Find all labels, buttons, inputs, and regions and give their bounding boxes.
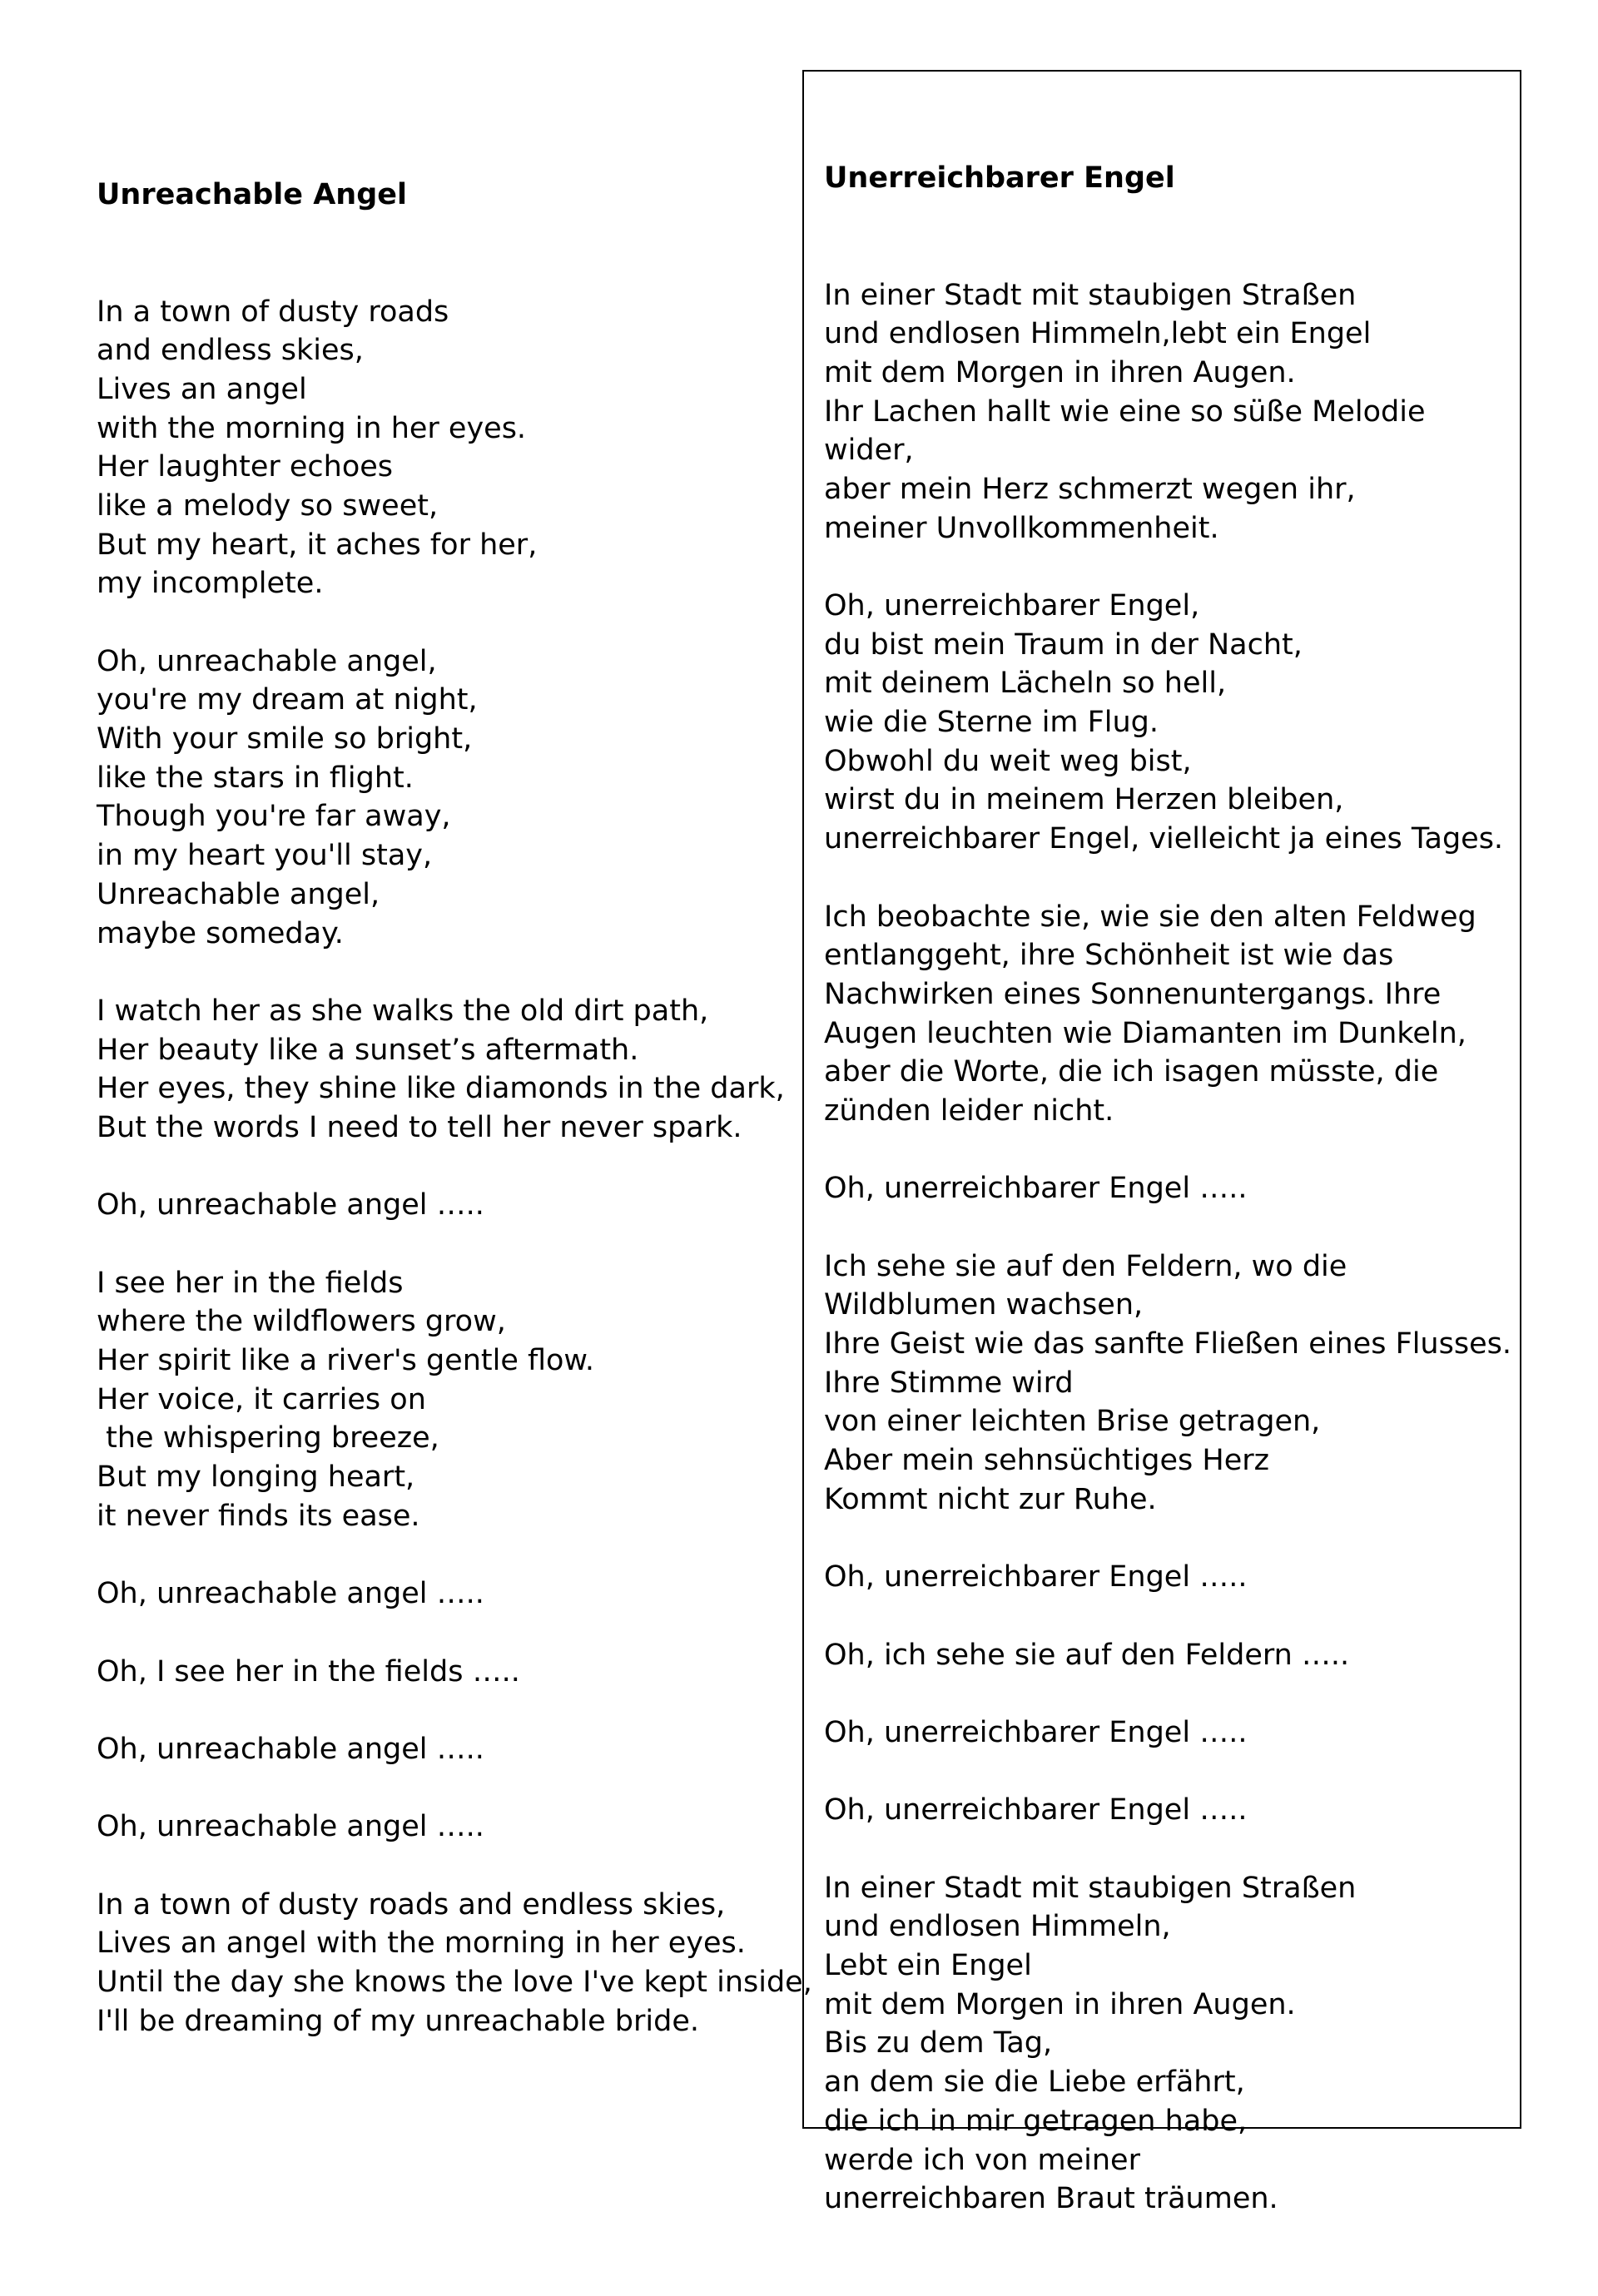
german-lyrics	[824, 82, 1523, 2296]
lyric-line: Though you're far away,	[97, 800, 451, 834]
blank-line	[824, 1597, 1523, 1636]
lyric-line: I see her in the fields	[97, 1266, 404, 1300]
lyric-line: und endlosen Himmeln,lebt ein Engel	[824, 317, 1372, 351]
lyric-line: But my heart, it aches for her,	[97, 528, 538, 562]
lyric-line: werde ich von meiner	[824, 2143, 1140, 2177]
blank-line	[97, 1614, 796, 1653]
lyric-line: it never finds its ease.	[97, 1499, 420, 1533]
lyric-line: in my heart you'll stay,	[97, 839, 433, 873]
lyric-line: Lebt ein Engel	[824, 1949, 1032, 1983]
lyric-line: meiner Unvollkommenheit.	[824, 511, 1219, 545]
lyric-line: where the wildflowers grow,	[97, 1305, 506, 1339]
lyric-line: Oh, ich sehe sie auf den Feldern …..	[824, 1638, 1350, 1672]
lyric-line: I watch her as she walks the old dirt path,	[97, 994, 709, 1028]
lyric-line: Oh, unreachable angel …..	[97, 1732, 484, 1766]
lyric-line: Oh, unerreichbarer Engel …..	[824, 1560, 1248, 1594]
lyric-line: Oh, unerreichbarer Engel,	[824, 589, 1200, 622]
lyric-line: Kommt nicht zur Ruhe.	[824, 1482, 1157, 1516]
lyric-line: Oh, unerreichbarer Engel …..	[824, 1172, 1248, 1206]
lyric-line: mit deinem Lächeln so hell,	[824, 667, 1227, 701]
blank-line	[824, 1208, 1523, 1247]
blank-line	[824, 548, 1523, 587]
blank-line	[97, 1691, 796, 1730]
lyric-line: With your smile so bright,	[97, 722, 473, 756]
lyric-line: wider,	[824, 434, 914, 468]
lyric-line: entlanggeht, ihre Schönheit ist wie das	[824, 939, 1394, 973]
lyric-line: mit dem Morgen in ihren Augen.	[824, 1987, 1296, 2021]
german-title: Unerreichbarer Engel	[824, 161, 1175, 196]
lyric-line: du bist mein Traum in der Nacht,	[824, 627, 1303, 662]
lyric-line: Bis zu dem Tag,	[824, 2026, 1053, 2060]
lyric-line: Oh, unreachable angel …..	[97, 1577, 484, 1611]
lyric-line: Wildblumen wachsen,	[824, 1288, 1144, 1322]
lyric-line: maybe someday.	[97, 916, 344, 950]
blank-line	[824, 1674, 1523, 1713]
english-title: Unreachable Angel	[97, 178, 408, 212]
lyric-line: In einer Stadt mit staubigen Straßen	[824, 278, 1357, 312]
blank-line	[97, 1148, 796, 1187]
lyric-line: In a town of dusty roads	[97, 295, 449, 329]
lyric-line: Ich sehe sie auf den Feldern, wo die	[824, 1249, 1347, 1283]
lyric-line: Augen leuchten wie Diamanten im Dunkeln,	[824, 1016, 1466, 1050]
lyric-line: aber mein Herz schmerzt wegen ihr,	[824, 472, 1356, 506]
lyric-line: Oh, I see her in the fields …..	[97, 1654, 520, 1689]
blank-line	[97, 1225, 796, 1264]
lyric-line: and endless skies,	[97, 334, 364, 368]
lyric-line: But the words I need to tell her never spark.	[97, 1110, 742, 1144]
blank-line	[97, 1847, 796, 1886]
lyric-line: In einer Stadt mit staubigen Straßen	[824, 1871, 1357, 1905]
lyric-line: Ich beobachte sie, wie sie den alten Feldweg	[824, 900, 1476, 934]
lyric-line: Nachwirken eines Sonnenuntergangs. Ihre	[824, 977, 1442, 1011]
lyric-line: with the morning in her eyes.	[97, 411, 527, 445]
lyric-line: Her eyes, they shine like diamonds in the dark,	[97, 1072, 785, 1106]
lyric-line: Her laughter echoes	[97, 450, 394, 484]
lyric-line: Aber mein sehnsüchtiges Herz	[824, 1444, 1270, 1478]
lyric-line: und endlosen Himmeln,	[824, 1910, 1171, 1944]
lyric-line: Lives an angel with the morning in her eyes.	[97, 1927, 746, 1961]
english-lyrics	[97, 98, 812, 2119]
lyric-line: like a melody so sweet,	[97, 488, 439, 523]
lyric-line: aber die Worte, die ich isagen müsste, die	[824, 1055, 1439, 1089]
blank-line	[824, 1131, 1523, 1170]
lyric-line: die ich in mir getragen habe,	[824, 2104, 1248, 2138]
lyric-line: unerreichbarer Engel, vielleicht ja eines Tages.	[824, 822, 1504, 856]
lyric-line: Ihre Geist wie das sanfte Fließen eines Flusses.	[824, 1327, 1511, 1361]
lyric-line: Lives an angel	[97, 372, 307, 406]
lyric-line: an dem sie die Liebe erfährt,	[824, 2065, 1245, 2100]
lyric-line: Oh, unerreichbarer Engel …..	[824, 1715, 1248, 1749]
lyric-line: Obwohl du weit weg bist,	[824, 744, 1192, 778]
lyric-line: unerreichbaren Braut träumen.	[824, 2182, 1278, 2216]
lyric-line: Her beauty like a sunset’s aftermath.	[97, 1033, 639, 1067]
lyric-line: you're my dream at night,	[97, 683, 478, 717]
english-verse-lines	[97, 293, 812, 2041]
lyric-line: Until the day she knows the love I've kept inside,	[97, 1966, 812, 2000]
blank-line	[824, 1753, 1523, 1792]
lyric-line: my incomplete.	[97, 567, 324, 601]
lyric-line: von einer leichten Brise getragen,	[824, 1405, 1321, 1439]
lyric-line: Unreachable angel,	[97, 877, 380, 911]
blank-line	[97, 953, 796, 992]
lyric-line: In a town of dusty roads and endless skies,	[97, 1887, 726, 1922]
german-verse-lines	[824, 276, 1523, 2219]
blank-line	[824, 1520, 1523, 1559]
blank-line	[97, 1769, 796, 1808]
lyric-line: Oh, unerreichbarer Engel …..	[824, 1793, 1248, 1827]
blank-line	[824, 1830, 1523, 1869]
lyric-line: the whispering breeze,	[97, 1421, 439, 1455]
blank-line	[97, 603, 796, 642]
lyric-line: wirst du in meinem Herzen bleiben,	[824, 783, 1344, 817]
lyric-line: Oh, unreachable angel …..	[97, 1188, 484, 1222]
lyric-line: But my longing heart,	[97, 1460, 415, 1495]
lyric-line: zünden leider nicht.	[824, 1093, 1114, 1128]
lyric-line: like the stars in flight.	[97, 761, 414, 795]
lyric-line: Oh, unreachable angel,	[97, 644, 437, 678]
blank-line	[97, 1536, 796, 1575]
lyric-line: Ihr Lachen hallt wie eine so süße Melodie	[824, 394, 1426, 429]
lyric-line: Her spirit like a river's gentle flow.	[97, 1344, 594, 1378]
lyric-line: wie die Sterne im Flug.	[824, 706, 1159, 740]
lyric-line: Her voice, it carries on	[97, 1382, 426, 1416]
lyric-line: Ihre Stimme wird	[824, 1366, 1074, 1400]
lyric-line: I'll be dreaming of my unreachable bride.	[97, 2004, 699, 2038]
blank-line	[824, 859, 1523, 898]
lyric-line: mit dem Morgen in ihren Augen.	[824, 355, 1296, 389]
lyric-line: Oh, unreachable angel …..	[97, 1810, 484, 1844]
